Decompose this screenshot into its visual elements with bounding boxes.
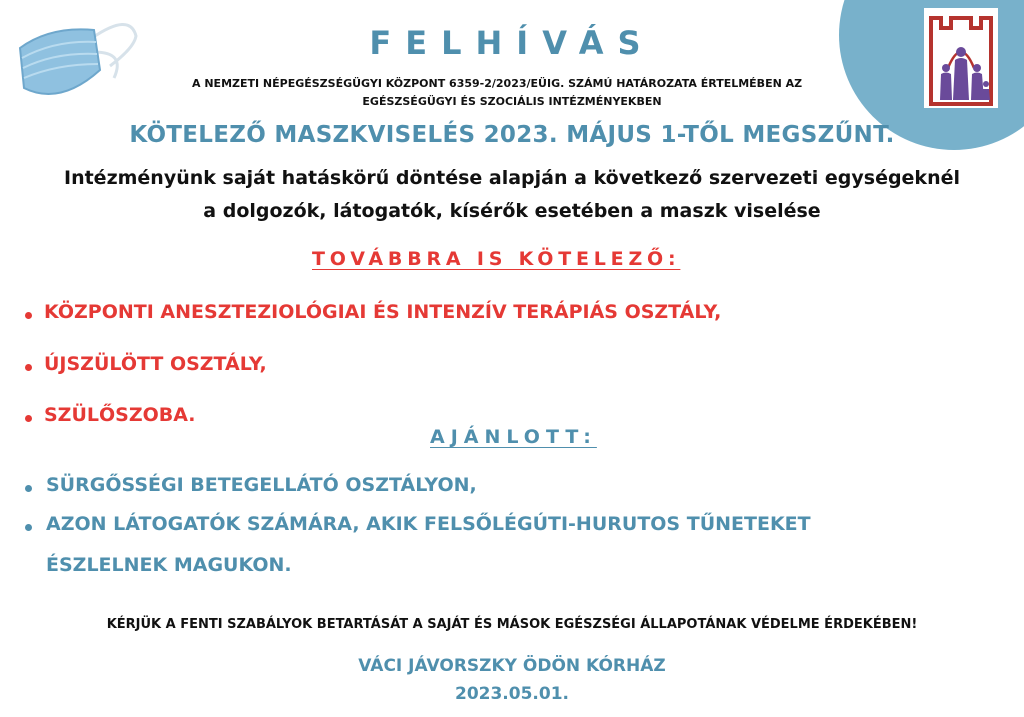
mandatory-item: ÚJSZÜLÖTT OSZTÁLY, <box>44 353 267 375</box>
notice-date: 2023.05.01. <box>454 684 569 704</box>
bullet-icon <box>25 485 32 492</box>
mandatory-heading: TOVÁBBRA IS KÖTELEZŐ: <box>312 248 681 270</box>
bullet-icon <box>25 364 32 371</box>
bullet-icon <box>25 524 32 531</box>
body-line-1: Intézményünk saját hatáskörű döntése alapján a következő szervezeti egységeknél <box>64 167 960 189</box>
headline: KÖTELEZŐ MASZKVISELÉS 2023. MÁJUS 1-TŐL MEGSZŰNT. <box>129 122 895 148</box>
bullet-icon <box>25 312 32 319</box>
closing-request: KÉRJÜK A FENTI SZABÁLYOK BETARTÁSÁT A SAJÁT ÉS MÁSOK EGÉSZSÉGI ÁLLAPOTÁNAK VÉDELME ÉRDEKÉBEN! <box>106 617 918 632</box>
mandatory-item: SZÜLŐSZOBA. <box>44 404 196 426</box>
intro-line-2: EGÉSZSÉGÜGYI ÉS SZOCIÁLIS INTÉZMÉNYEKBEN <box>362 95 662 108</box>
recommended-item: SÜRGŐSSÉGI BETEGELLÁTÓ OSZTÁLYON, <box>46 474 477 496</box>
recommended-item: AZON LÁTOGATÓK SZÁMÁRA, AKIK FELSŐLÉGÚTI-HURUTOS TŰNETEKET <box>46 513 811 535</box>
bullet-icon <box>25 415 32 422</box>
page-title: FELHÍVÁS <box>369 24 655 62</box>
body-line-2: a dolgozók, látogatók, kísérők esetében a maszk viselése <box>203 200 821 222</box>
recommended-item-continuation: ÉSZLELNEK MAGUKON. <box>46 554 292 576</box>
recommended-heading: AJÁNLOTT: <box>430 426 597 448</box>
mandatory-item: KÖZPONTI ANESZTEZIOLÓGIAI ÉS INTENZÍV TERÁPIÁS OSZTÁLY, <box>44 301 722 323</box>
hospital-name: VÁCI JÁVORSZKY ÖDÖN KÓRHÁZ <box>358 656 666 676</box>
intro-line-1: A NEMZETI NÉPEGÉSZSÉGÜGYI KÖZPONT 6359-2/2023/EÜIG. SZÁMÚ HATÁROZATA ÉRTELMÉBEN AZ <box>192 77 803 90</box>
